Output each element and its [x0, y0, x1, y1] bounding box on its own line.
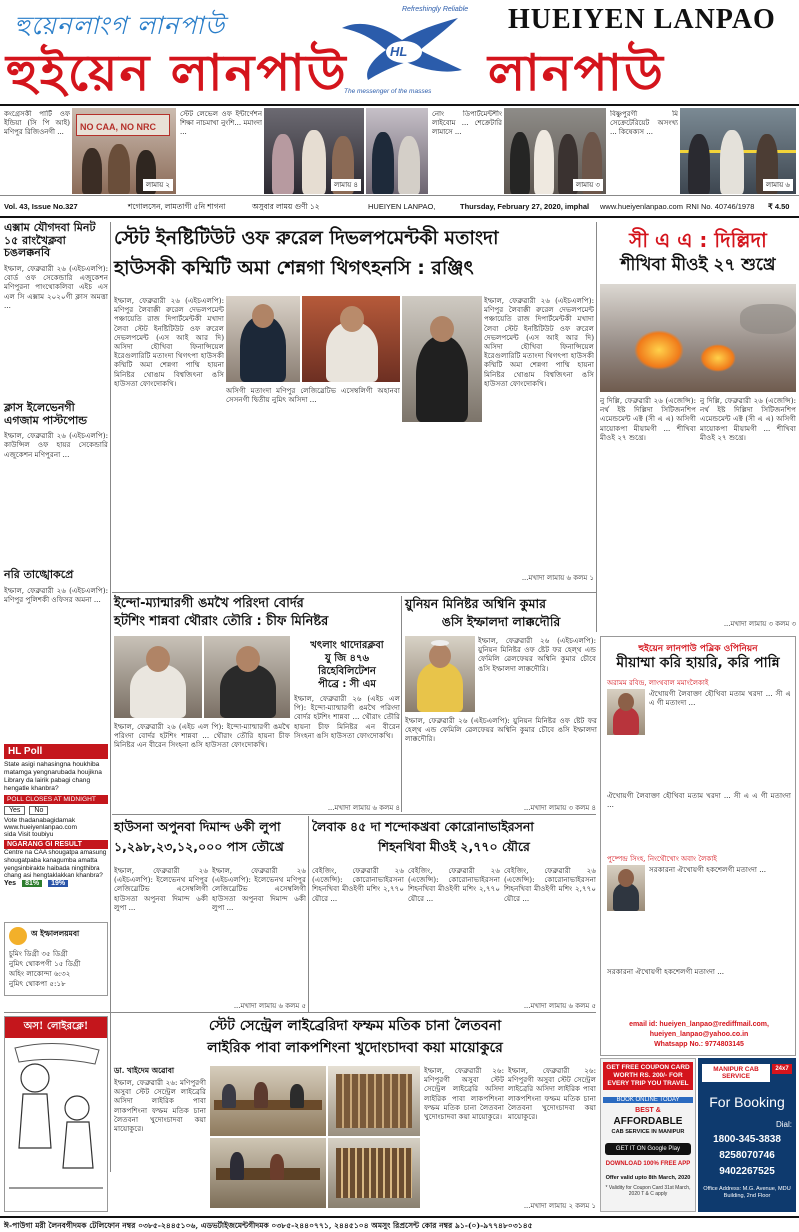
continued-note: ...মখাদা লামায় ৬ কলম ৫	[523, 1002, 596, 1010]
divider	[401, 596, 402, 812]
poll-question: State asigi nahasingna houkhiba matamga yengnarubada houjikna Library da lairik pabagi chang hengatle khanbra?	[4, 761, 102, 792]
continued-note: ...মখাদা লামায় ২ কলম ১	[523, 1202, 596, 1210]
poll-result-question: Centre na CAA shougatpa amasung shougatpaba kanagumba amatta yengsinbirakte haibada ningthibra chang asi hengtaklakkan khanbra?	[4, 849, 107, 880]
opinion-text: ঐখোয়গী লৈবাক্তা হৌখিবা মতাম খরদা ... সী এ এ গী মতাংদা ...	[649, 689, 791, 708]
teaser-text: নোং ডিপার্টমেন্টশীং লাইবোম ... শেক্রেটারি লামাসে ...	[432, 110, 502, 137]
cm-photo	[204, 636, 290, 718]
weather-box	[4, 922, 108, 996]
divider	[110, 222, 111, 1172]
divider	[112, 814, 596, 815]
lead-photo-minister	[226, 296, 300, 382]
sun-icon	[9, 927, 27, 945]
teaser-photo	[504, 108, 606, 194]
ad-phone[interactable]: 9402267525	[719, 1166, 775, 1177]
poll-box	[4, 744, 108, 920]
minister-story-text: ইম্ফাল, ফেব্রুৱারী ২৬ (এইচএলপি): য়ুনিয়ন মিনিষ্টর ওফ ষ্টেট ফর হেল্থ এন্ড ফেমিলি ৱেলফেয়র অশ্বিনি কুমার চৌবে ঙসি ইম্ফালদা লাক্কদৌরি।	[405, 716, 597, 744]
left-headline: নরি তাঙ্খোকপ্রে	[4, 568, 74, 582]
left-story-text: ইম্ফাল, ফেব্রুৱারী ২৬ (এইচএলপি): বোর্ড ওফ সেকেন্ডারি এজুকেশন মণিপুরনা পাংথোকলিবা এইচ এস এল সি এক্সাম ২০২০গী ক্লাস অমত্তা ...	[4, 263, 108, 310]
lead-headline: হাউসকী কম্মিটি অমা শেন্নগা থিগৎহনসি : রঞ্জিৎ	[114, 257, 474, 279]
teaser-page: লামায় ৬	[763, 179, 793, 191]
library-byline: ডা. খাইদেম অৱোবা	[114, 1066, 175, 1075]
weather-line: নুমিৎ থোকপা ৫:১৮	[9, 979, 66, 988]
volume-issue: Vol. 43, Issue No.327	[4, 202, 78, 211]
continued-note: ...মখাদা লামায় ৩ কলম ৩	[723, 620, 796, 628]
teaser-strip	[0, 104, 799, 196]
tagline-top: Refreshingly Reliable	[402, 6, 469, 13]
divider	[4, 1012, 596, 1013]
left-story-text: ইম্ফাল, ফেব্রুৱারী ২৬ (এইচএলপি): মণিপুর পুলিশকী ওফিসর অমনা ...	[4, 585, 108, 605]
cm-story-text: ইম্ফাল, ফেব্রুৱারী ২৬ (এইচ এল পি): ইন্দো-ম্যান্মারগী ঙমখৈ পরিংদা বোর্দর হটশিং শান্নবা ... থৌরাং তৌরি হায়না চীফ মিনিষ্টর এন বীরেন সিংহনা ঙসি হাউসতা ফোংদোকখি।	[294, 694, 400, 740]
website[interactable]: www.hueiyenlanpao.com	[600, 202, 683, 211]
divider	[112, 592, 596, 593]
poll-vote-link[interactable]: www.hueiyenlanpao.com	[4, 824, 77, 831]
ad-coupon-headline: GET FREE COUPON CARD WORTH RS. 200/- FOR EVERY TRIP YOU TRAVEL	[603, 1062, 693, 1090]
library-photo	[328, 1138, 420, 1208]
masthead-right-bengali: লানপাউ	[488, 44, 665, 102]
ad-booking: For Booking	[709, 1094, 785, 1110]
ad-office-address: Office Address: M.G. Avenue, MDU Building, 2nd Floor	[703, 1186, 791, 1199]
price: ₹ 4.50	[768, 202, 790, 211]
ad-coupon-half	[600, 1058, 696, 1212]
left-column	[4, 222, 108, 742]
masthead	[0, 0, 799, 103]
poll-yes-percent: 81%	[22, 880, 42, 887]
rni-number: RNI No. 40746/1978	[686, 202, 755, 211]
cm-subhead: খৎলাং থাদোরক্লবা	[310, 640, 384, 651]
protest-banner-text: NO CAA, NO NRC	[80, 122, 156, 132]
teaser-text: বিষ্ণুপুরগী মি সেক্রেটেরিয়েট অসংখ্য ... কিষেক্যস ...	[610, 110, 678, 137]
side-photo-fire	[600, 284, 796, 392]
dateline-bar	[0, 198, 799, 218]
poll-result-title: NGARANG GI RESULT	[4, 840, 108, 849]
cartoon-title: অস! লোইরক্লে!	[5, 1017, 107, 1038]
poll-yes-option[interactable]: Yes	[4, 806, 25, 815]
ad-phone[interactable]: 1800-345-3838	[713, 1134, 781, 1145]
side-headline: সী এ এ : দিল্লিদা	[629, 228, 767, 252]
teaser-photo	[264, 108, 364, 194]
library-headline: স্টেট সেন্ট্রেল লাইব্রেরিদা ফম্ফম মতিক চানা লৈতবনা	[208, 1018, 502, 1034]
minister-photo	[405, 636, 475, 712]
teaser-text: কংগ্রেসকী পার্টি ওফ ইন্ডিয়া (সি পি আই) মণিপুর রিজিওনগী ...	[4, 110, 70, 137]
tagline-bottom: The messenger of the masses	[344, 88, 432, 95]
lead-photo-member	[402, 296, 482, 422]
ad-best: BEST &	[635, 1107, 661, 1114]
poll-closes: POLL CLOSES AT MIDNIGHT	[4, 795, 108, 804]
corona-story-text: বেইজিং, ফেব্রুৱারী ২৬ (এজেন্সি): কোরোনাভাইরসনা শিহনখিবা মীওইগী মশিং ২,৭৭০ য়ৌরে ...	[312, 866, 404, 903]
ad-phone[interactable]: 8258070746	[719, 1150, 775, 1161]
weather-line: অহিং লাকোন্দা ৬:৩২	[9, 969, 71, 978]
cm-subhead: পীব্রে : সী এম	[318, 679, 376, 690]
weather-line: চুমিং ডিগ্রী ৩৫ ডিগ্রী	[9, 949, 68, 958]
continued-note: ...মখাদা লামায় ৬ কলম ৫	[233, 1002, 306, 1010]
bengali-date: শগোলসেন, লামতাগী ৫নি শাগনা	[128, 202, 226, 211]
ad-247: 24x7	[772, 1064, 792, 1074]
library-photo	[210, 1066, 326, 1136]
cm-photo	[114, 636, 202, 718]
opinion-avatar	[607, 689, 645, 735]
poll-title: HL Poll	[4, 744, 108, 759]
cm-story-text: ইম্ফাল, ফেব্রুৱারী ২৬ (এইচ এল পি): ইন্দো-ম্যান্মারগী ঙমখৈ পরিংদা বোর্দর হটশিং শান্নবা ... থৌরাং তৌরি হায়না চীফ মিনিষ্টর এন বীরেন সিংহনা ঙসি হাউসতা ফোংদোকখি।	[114, 722, 290, 750]
minister-headline: য়ুনিয়ন মিনিষ্টর অশ্বিনি কুমার	[405, 596, 546, 611]
divider	[308, 816, 309, 1012]
ad-affordable: AFFORDABLE	[613, 1116, 683, 1127]
divider	[596, 222, 597, 632]
lead-story-text: অসিগী মতাংদা মণিপুর লেজিস্লেটিভ এসেম্বলিগী অহানবা সেসনগী দ্বিতীয় নুমিৎ অসিদা ...	[226, 386, 400, 405]
continued-note: ...মখাদা লামায় ৬ কলম ১	[521, 574, 594, 582]
teaser-photo	[366, 108, 428, 194]
ad-download: DOWNLOAD 100% FREE APP	[605, 1161, 691, 1167]
left-headline: ক্লাস ইলেভেনগী এগজাম পাস্টপোন্ড	[4, 400, 88, 427]
corona-headline: লৈবাক ৪৫ দা শন্দোকখ্রবা কোরোনাভাইরসনা	[312, 819, 534, 834]
opinion-box	[600, 636, 796, 1056]
opinion-text: সরকারনা ঐখোয়গী হকশেলগী মতাংদা ...	[649, 865, 767, 874]
logo-letters: HL	[390, 44, 408, 59]
cm-subhead: যু জি ৪৭৬	[324, 653, 370, 664]
continued-note: ...মখাদা লামায় ৬ কলম ৪	[327, 804, 400, 812]
opinion-title: হুইয়েন লানপাউ পব্লিক ওপিনিয়ন	[638, 644, 758, 654]
budget-story-text: ইম্ফাল, ফেব্রুৱারী ২৬ (এইচএলপি): ইলেভেনথ মণিপুর লেজিস্লেটিভ এসেম্বলিগী হাউসতা অপুনবা দিমান্দ ৬কী লুপা ...	[212, 866, 306, 912]
cartoon-box	[4, 1016, 108, 1212]
poll-vote-text: Vote thadanabagidamak	[4, 817, 76, 824]
ad-book-online: BOOK ONLINE TODAY	[603, 1097, 693, 1103]
cm-subhead: রিহেবিলিটেশন	[318, 666, 376, 677]
budget-headline: ১,২৯৮,২৩,১২,০০০ পাস তৌখ্রে	[114, 839, 284, 854]
footer-bar: ঈ-পাউগা মরী লৈনবগীদমক টেলিফোন নম্বর ০৩৮৫-২৪৪৫১০৬, এডভর্টাইজমেন্টগীদমক ০৩৮৫-২৪৪০৭৭১, ২৪৪৫১০৪ অমসুং রিপ্রসেন্ট কোর নম্বর ৯১-(০)-৯৭৭৪৮০৩১৪৫	[0, 1216, 799, 1232]
lead-story-text: ইম্ফাল, ফেব্রুৱারী ২৬ (এইচএলপি): মণিপুর লৈবাক্কী রুরেল দেভলপমেন্ট পঞ্চায়েতি রাজ দিপার্টমেন্টকী মখাদা লৈবা স্টেট ইনষ্টিটিউট ওফ রুরেল দেভলপমেন্ট (এস আই আর দি) অসিদা হৌখিবা ফিনান্সিয়েল ইরেগুলারিটি মতাংদা থিগৎপা হাউসকী কম্মিটি অমা শেন্নগা পাম্মি হায়না মিনিষ্টর থোঙাম বিশ্বজিৎনা ঙসি হাউসতা ফোংদোকখি।	[114, 296, 224, 388]
dove-logo	[334, 10, 470, 90]
teaser-photo	[680, 108, 796, 194]
minister-headline: ঙসি ইম্ফালদা লাক্কদৌরি	[441, 614, 561, 629]
corona-story-text: বেইজিং, ফেব্রুৱারী ২৬ (এজেন্সি): কোরোনাভাইরসনা শিহনখিবা মীওইগী মশিং ২,৭৭০ য়ৌরে ...	[408, 866, 500, 903]
poll-no-percent: 19%	[48, 880, 68, 887]
cartoon-drawing	[5, 1038, 107, 1208]
continued-note: ...মখাদা লামায় ৩ কলম ৪	[523, 804, 596, 812]
paper-name-small: HUEIYEN LANPAO,	[368, 202, 436, 211]
masthead-bengali-title: হুইয়েন লানপাউ	[6, 44, 348, 102]
opinion-name: পুষ্পেন্দ্র সিংহ, নিংথৌখোং অবাং লৈকাই	[607, 855, 717, 863]
lead-photo-speaker	[302, 296, 400, 382]
library-story-text: ইম্ফাল, ফেব্রুৱারী ২৬: মণিপুরগী অসুবা স্টেট সেন্ট্রেল লাইব্রেরি অসিদা লাইরিক পাবা লাকপশিংনা ফম্ফম মতিক চানা লৈতবনা খুদোংচাদবা কয়া মায়োকুরে।	[508, 1066, 596, 1122]
teaser-page: লামায় ৩	[573, 179, 603, 191]
issue-date: Thursday, February 27, 2020, imphal	[460, 202, 590, 211]
opinion-headline: মীয়াম্মা করি হায়রি, করি পান্নি	[616, 655, 780, 671]
opinion-email[interactable]: email id: hueiyen_lanpao@rediffmail.com,	[629, 1021, 769, 1028]
masthead-english-title: HUEIYEN LANPAO	[508, 4, 776, 35]
ad-note: * Validity for Coupon Card 31st March, 2020 T & C apply	[605, 1185, 691, 1197]
opinion-avatar	[607, 865, 645, 911]
teaser-text: স্টেট লেভেল ওফ ইন্টার্ণেশন শিক্ষা নাচমাখা নুংশি... মমাংদা ...	[180, 110, 262, 137]
teaser-page: লামায় ৪	[331, 179, 361, 191]
ad-dial: Dial:	[775, 1120, 792, 1129]
lead-story-text: ইম্ফাল, ফেব্রুৱারী ২৬ (এইচএলপি): মণিপুর লৈবাক্কী রুরেল দেভলপমেন্ট পঞ্চায়েতি রাজ দিপার্টমেন্টকী মখাদা লৈবা স্টেট ইনষ্টিটিউট ওফ রুরেল দেভলপমেন্ট (এস আই আর দি) অসিদা হৌখিবা ফিনান্সিয়েল ইরেগুলারিটি মতাংদা থিগৎপা হাউসকী কম্মিটি অমা শেন্নগা পাম্মি হায়না মিনিষ্টর থোঙাম বিশ্বজিৎনা ঙসি হাউসতা ফোংদোকখি।	[484, 296, 594, 388]
left-story-text: ইম্ফাল, ফেব্রুৱারী ২৬ (এইচএলপি): কাউন্সিল ওফ হায়র সেকেন্ডারি এজুকেশন মণিপুরনা ...	[4, 431, 108, 459]
teaser-photo	[72, 108, 176, 194]
ad-brand-half	[698, 1058, 796, 1212]
masthead-script-title: হুয়েনলাংগ লানপাউ	[14, 11, 226, 40]
poll-yes-label: Yes	[4, 880, 17, 888]
teaser-page: লামায় ২	[143, 179, 173, 191]
cm-headline: হটশিং শান্নবা থৌরাং তৌরি : চীফ মিনিষ্টর	[114, 614, 329, 629]
google-play-badge[interactable]: GET IT ON Google Play	[605, 1143, 691, 1155]
lead-headline: স্টেট ইনষ্টিটিউট ওফ রুরেল দিভলপমেন্টকী মতাংদা	[114, 227, 499, 249]
ad-brand: MANIPUR CAB SERVICE	[702, 1064, 770, 1082]
weather-title: অ ইম্ফাললয়মবা	[31, 929, 80, 938]
opinion-email[interactable]: hueiyen_lanpao@yahoo.co.in	[649, 1031, 749, 1038]
corona-story-text: বেইজিং, ফেব্রুৱারী ২৬ (এজেন্সি): কোরোনাভাইরসনা শিহনখিবা মীওইগী মশিং ২,৭৭০ য়ৌরে ...	[504, 866, 596, 903]
weather-line: নুমিৎ থোকপগী ১৫ ডিগ্রী	[9, 959, 81, 968]
hindi-date: অসুবার লাময় গুণী ১২	[252, 202, 320, 211]
cm-headline: ইন্দো-ম্যান্মারগী ঙমখৈ পরিংদা বোর্দর	[114, 596, 304, 611]
left-headline: এক্সাম যৌগদবা মিনট ১৫ রাংখৈক্লবা চঙলক্কনবি	[4, 221, 96, 260]
library-photo	[328, 1066, 420, 1136]
corona-headline: শিহনখিবা মীওই ২,৭৭০ য়ৌরে	[378, 839, 530, 854]
opinion-text: ঐখোয়গী লৈবাক্তা হৌখিবা মতাম খরদা ... সী এ এ গী মতাংদা ...	[607, 791, 791, 810]
opinion-text: সরকারনা ঐখোয়গী হকশেলগী মতাংদা ...	[607, 967, 725, 976]
library-story-text: ইম্ফাল, ফেব্রুৱারী ২৬: মণিপুরগী অসুবা স্টেট সেন্ট্রেল লাইব্রেরি অসিদা লাইরিক পাবা লাকপশিংনা ফম্ফম মতিক চানা লৈতবনা খুদোংচাদবা কয়া মায়োকুরে।	[114, 1078, 206, 1134]
poll-vote-text: sida Visit toubiyu	[4, 831, 54, 838]
library-photo	[210, 1138, 326, 1208]
side-headline: শীখিবা মীওই ২৭ শুখ্রে	[620, 255, 776, 275]
opinion-whatsapp: Whatsapp No.: 9774803145	[654, 1041, 744, 1048]
opinion-name: অরামম রবিন্দ্র, লাংথবাল মমাংলৈকাই	[607, 679, 709, 687]
side-story-text: নু দিল্লি, ফেব্রুৱারী ২৬ (এজেন্সি): নর্থ ইষ্ট দিল্লিদা সিটিজনশিপ এমেন্ডমেন্ট এক্ট (সী এ এ) অসিগী মায়োকপা মীয়ামগী ... শীখিবা মীওই ২৭ শুখ্রে।	[700, 396, 796, 442]
ad-service: CAB SERVICE IN MANIPUR	[611, 1129, 685, 1135]
minister-story-text: ইম্ফাল, ফেব্রুৱারী ২৬ (এইচএলপি): য়ুনিয়ন মিনিষ্টর ওফ ষ্টেট ফর হেল্থ এন্ড ফেমিলি ৱেলফেয়র অশ্বিনি কুমার চৌবে ঙসি ইম্ফালদা লাক্কদৌরি।	[478, 636, 596, 673]
ad-valid: Offer valid upto 8th March, 2020	[605, 1175, 691, 1181]
library-headline: লাইরিক পাবা লাকপশিংনা খুদোংচাদবা কয়া মায়োকুরে	[207, 1040, 503, 1056]
budget-headline: হাউসনা অপুনবা দিমান্দ ৬কী লুপা	[114, 819, 281, 834]
poll-no-option[interactable]: No	[29, 806, 48, 815]
budget-story-text: ইম্ফাল, ফেব্রুৱারী ২৬ (এইচএলপি): ইলেভেনথ মণিপুর লেজিস্লেটিভ এসেম্বলিগী হাউসতা অপুনবা দিমান্দ ৬কী লুপা ...	[114, 866, 208, 912]
side-story-text: নু দিল্লি, ফেব্রুৱারী ২৬ (এজেন্সি): নর্থ ইষ্ট দিল্লিদা সিটিজনশিপ এমেন্ডমেন্ট এক্ট (সী এ এ) অসিগী মায়োকপা মীয়ামগী ... শীখিবা মীওই ২৭ শুখ্রে।	[600, 396, 696, 442]
library-story-text: ইম্ফাল, ফেব্রুৱারী ২৬: মণিপুরগী অসুবা স্টেট সেন্ট্রেল লাইব্রেরি অসিদা লাইরিক পাবা লাকপশিংনা ফম্ফম মতিক চানা লৈতবনা খুদোংচাদবা কয়া মায়োকুরে।	[424, 1066, 504, 1122]
